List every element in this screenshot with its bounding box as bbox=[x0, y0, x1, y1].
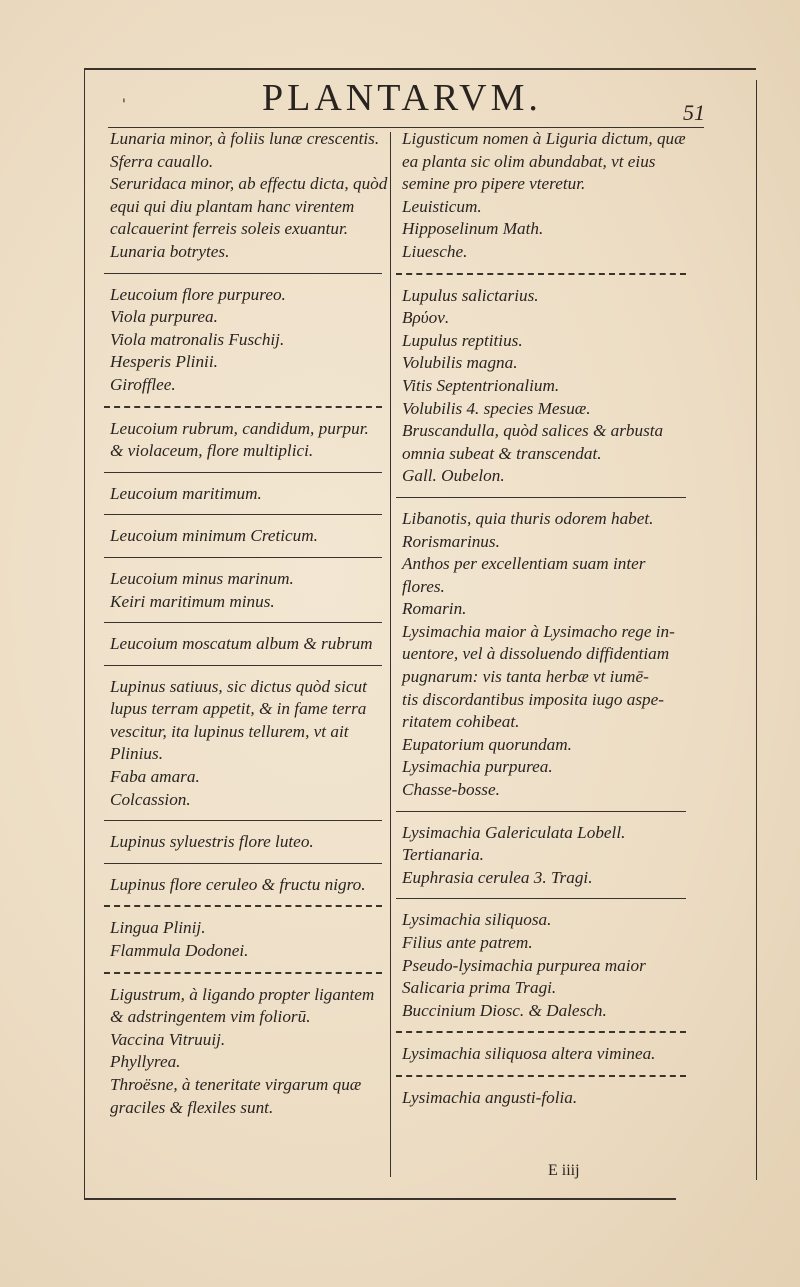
entry-group bbox=[104, 831, 382, 854]
entry-group bbox=[104, 874, 382, 897]
entry-separator bbox=[396, 1075, 686, 1077]
entry-line: Volubilis magna. bbox=[402, 353, 518, 373]
page-number: 51 bbox=[683, 100, 705, 125]
entry-separator bbox=[104, 472, 382, 473]
entry-group bbox=[104, 418, 382, 463]
entry-line: Hesperis Plinii. bbox=[110, 352, 218, 372]
margin-mark: ' bbox=[122, 97, 126, 113]
entry-line: Rorismarinus. bbox=[402, 531, 500, 551]
entry-group bbox=[104, 525, 382, 548]
entry-group bbox=[396, 1087, 686, 1110]
entry-line: Eupatorium quorundam. bbox=[402, 734, 572, 754]
entry-group bbox=[104, 128, 388, 264]
entry-separator bbox=[104, 820, 382, 821]
entry-group bbox=[396, 822, 686, 890]
entry-group bbox=[104, 284, 382, 397]
entry-group bbox=[396, 128, 686, 264]
entry-separator bbox=[396, 273, 686, 275]
entry-line: Βρύον. bbox=[402, 308, 450, 328]
entry-line: Leucoium moscatum album & rubrum bbox=[110, 634, 373, 654]
entry-group bbox=[396, 909, 686, 1022]
entry-line: Buccinium Diosc. & Dalesch. bbox=[402, 1000, 607, 1020]
entry-group bbox=[104, 568, 382, 613]
bottom-rule bbox=[84, 1198, 676, 1200]
entry-line: Chasse-bosse. bbox=[402, 780, 500, 800]
entry-line: Girofflee. bbox=[110, 374, 176, 394]
entry-line: equi qui diu plantam hanc virentem bbox=[110, 196, 355, 216]
entry-line: Ligustrum, à ligando propter ligantem bbox=[110, 984, 375, 1004]
column-divider bbox=[390, 132, 391, 1177]
entry-line: Lunaria botrytes. bbox=[110, 241, 230, 261]
entry-line: lupus terram appetit, & in fame terra bbox=[110, 699, 367, 719]
entry-line: Lupulus reptitius. bbox=[402, 330, 523, 350]
entry-line: Viola matronalis Fuschij. bbox=[110, 329, 285, 349]
entry-line: Gall. Oubelon. bbox=[402, 466, 505, 486]
entry-line: calcauerint ferreis soleis exuantur. bbox=[110, 219, 349, 239]
entry-line: Vaccina Vitruuij. bbox=[110, 1029, 226, 1049]
entry-line: Hipposelinum Math. bbox=[402, 219, 544, 239]
entry-line: Leucoium flore purpureo. bbox=[110, 284, 286, 304]
entry-line: Lysimachia maior à Lysimacho rege in- bbox=[402, 621, 675, 641]
entry-line: Lupinus satiuus, sic dictus quòd sicut bbox=[110, 676, 367, 696]
entry-line: Plinius. bbox=[110, 744, 163, 764]
entry-line: Leucoium maritimum. bbox=[110, 483, 262, 503]
entry-line: semine pro pipere vteretur. bbox=[402, 174, 586, 194]
entry-separator bbox=[104, 863, 382, 864]
entry-group bbox=[396, 285, 686, 488]
entry-line: Anthos per excellentiam suam inter bbox=[402, 554, 646, 574]
entry-line: Leuisticum. bbox=[402, 196, 482, 216]
entry-line: Euphrasia cerulea 3. Tragi. bbox=[402, 867, 593, 887]
entry-line: uentore, vel à dissoluendo diffidentiam bbox=[402, 644, 670, 664]
entry-line: flores. bbox=[402, 576, 445, 596]
entry-group bbox=[396, 1043, 686, 1066]
entry-line: Liuesche. bbox=[402, 241, 468, 261]
entry-line: & adstringentem vim foliorū. bbox=[110, 1007, 311, 1027]
entry-line: ea planta sic olim abundabat, vt eius bbox=[402, 151, 656, 171]
entry-separator bbox=[396, 1031, 686, 1033]
signature-mark: E iiij bbox=[548, 1162, 580, 1179]
entry-separator bbox=[104, 905, 382, 907]
entry-line: Leucoium rubrum, candidum, purpur. bbox=[110, 418, 369, 438]
entry-line: ritatem cohibeat. bbox=[402, 712, 520, 732]
entry-separator bbox=[396, 811, 686, 812]
entry-separator bbox=[104, 972, 382, 974]
entry-line: Flammula Dodonei. bbox=[110, 941, 249, 961]
entry-line: Pseudo-lysimachia purpurea maior bbox=[402, 955, 646, 975]
entry-line: Lysimachia angusti-folia. bbox=[402, 1087, 578, 1107]
entry-line: Salicaria prima Tragi. bbox=[402, 978, 557, 998]
left-column bbox=[104, 128, 388, 1119]
entry-line: Sferra cauallo. bbox=[110, 151, 214, 171]
right-column bbox=[396, 128, 686, 1110]
entry-line: Lingua Plinij. bbox=[110, 918, 206, 938]
entry-separator bbox=[104, 273, 382, 274]
entry-group bbox=[396, 508, 686, 802]
entry-line: Volubilis 4. species Mesuæ. bbox=[402, 398, 591, 418]
entry-line: omnia subeat & transcendat. bbox=[402, 443, 602, 463]
entry-line: Bruscandulla, quòd salices & arbusta bbox=[402, 421, 664, 441]
entry-group bbox=[104, 676, 382, 812]
entry-group bbox=[104, 483, 382, 506]
entry-line: Lupinus flore ceruleo & fructu nigro. bbox=[110, 874, 366, 894]
entry-separator bbox=[104, 514, 382, 515]
entry-line: Throësne, à teneritate virgarum quæ bbox=[110, 1075, 362, 1094]
entry-group bbox=[104, 984, 382, 1120]
entry-line: Filius ante patrem. bbox=[402, 933, 533, 952]
entry-line: Lysimachia siliquosa altera viminea. bbox=[402, 1044, 656, 1064]
entry-line: Tertianaria. bbox=[402, 845, 484, 865]
entry-line: & violaceum, flore multiplici. bbox=[110, 441, 314, 461]
entry-line: Lunaria minor, à foliis lunæ crescentis. bbox=[110, 129, 380, 148]
entry-line: Lysimachia purpurea. bbox=[402, 757, 553, 777]
entry-line: Romarin. bbox=[402, 599, 467, 619]
entry-separator bbox=[104, 622, 382, 623]
right-frame-rule bbox=[756, 80, 757, 1180]
entry-line: Colcassion. bbox=[110, 789, 191, 809]
entry-line: Lupulus salictarius. bbox=[402, 285, 539, 305]
entry-line: graciles & flexiles sunt. bbox=[110, 1097, 274, 1117]
entry-line: Lysimachia Galericulata Lobell. bbox=[402, 822, 626, 842]
entry-group bbox=[104, 633, 382, 656]
entry-line: Seruridaca minor, ab effectu dicta, quòd bbox=[110, 174, 388, 194]
entry-group bbox=[104, 917, 382, 962]
entry-separator bbox=[396, 898, 686, 899]
entry-line: Leucoium minimum Creticum. bbox=[110, 526, 318, 546]
entry-line: Lupinus syluestris flore luteo. bbox=[110, 832, 314, 852]
entry-line: Viola purpurea. bbox=[110, 307, 218, 327]
entry-separator bbox=[104, 665, 382, 666]
top-rule bbox=[84, 68, 756, 70]
entry-line: Vitis Septentrionalium. bbox=[402, 375, 560, 395]
entry-line: Phyllyrea. bbox=[110, 1052, 181, 1072]
entry-line: Lysimachia siliquosa. bbox=[402, 910, 552, 930]
entry-line: Ligusticum nomen à Liguria dictum, quæ bbox=[402, 129, 686, 148]
left-frame-rule bbox=[84, 68, 85, 1198]
entry-line: Faba amara. bbox=[110, 767, 200, 787]
entry-line: Keiri maritimum minus. bbox=[110, 591, 275, 611]
entry-line: Leucoium minus marinum. bbox=[110, 568, 294, 588]
entry-separator bbox=[104, 557, 382, 558]
entry-line: Libanotis, quia thuris odorem habet. bbox=[402, 508, 654, 528]
entry-line: pugnarum: vis tanta herbæ vt iumē- bbox=[402, 667, 649, 687]
entry-line: tis discordantibus imposita iugo aspe- bbox=[402, 689, 664, 709]
entry-separator bbox=[396, 497, 686, 498]
page-title: PLANTARVM. bbox=[262, 77, 542, 119]
entry-separator bbox=[104, 406, 382, 408]
entry-line: vescitur, ita lupinus tellurem, vt ait bbox=[110, 721, 349, 741]
